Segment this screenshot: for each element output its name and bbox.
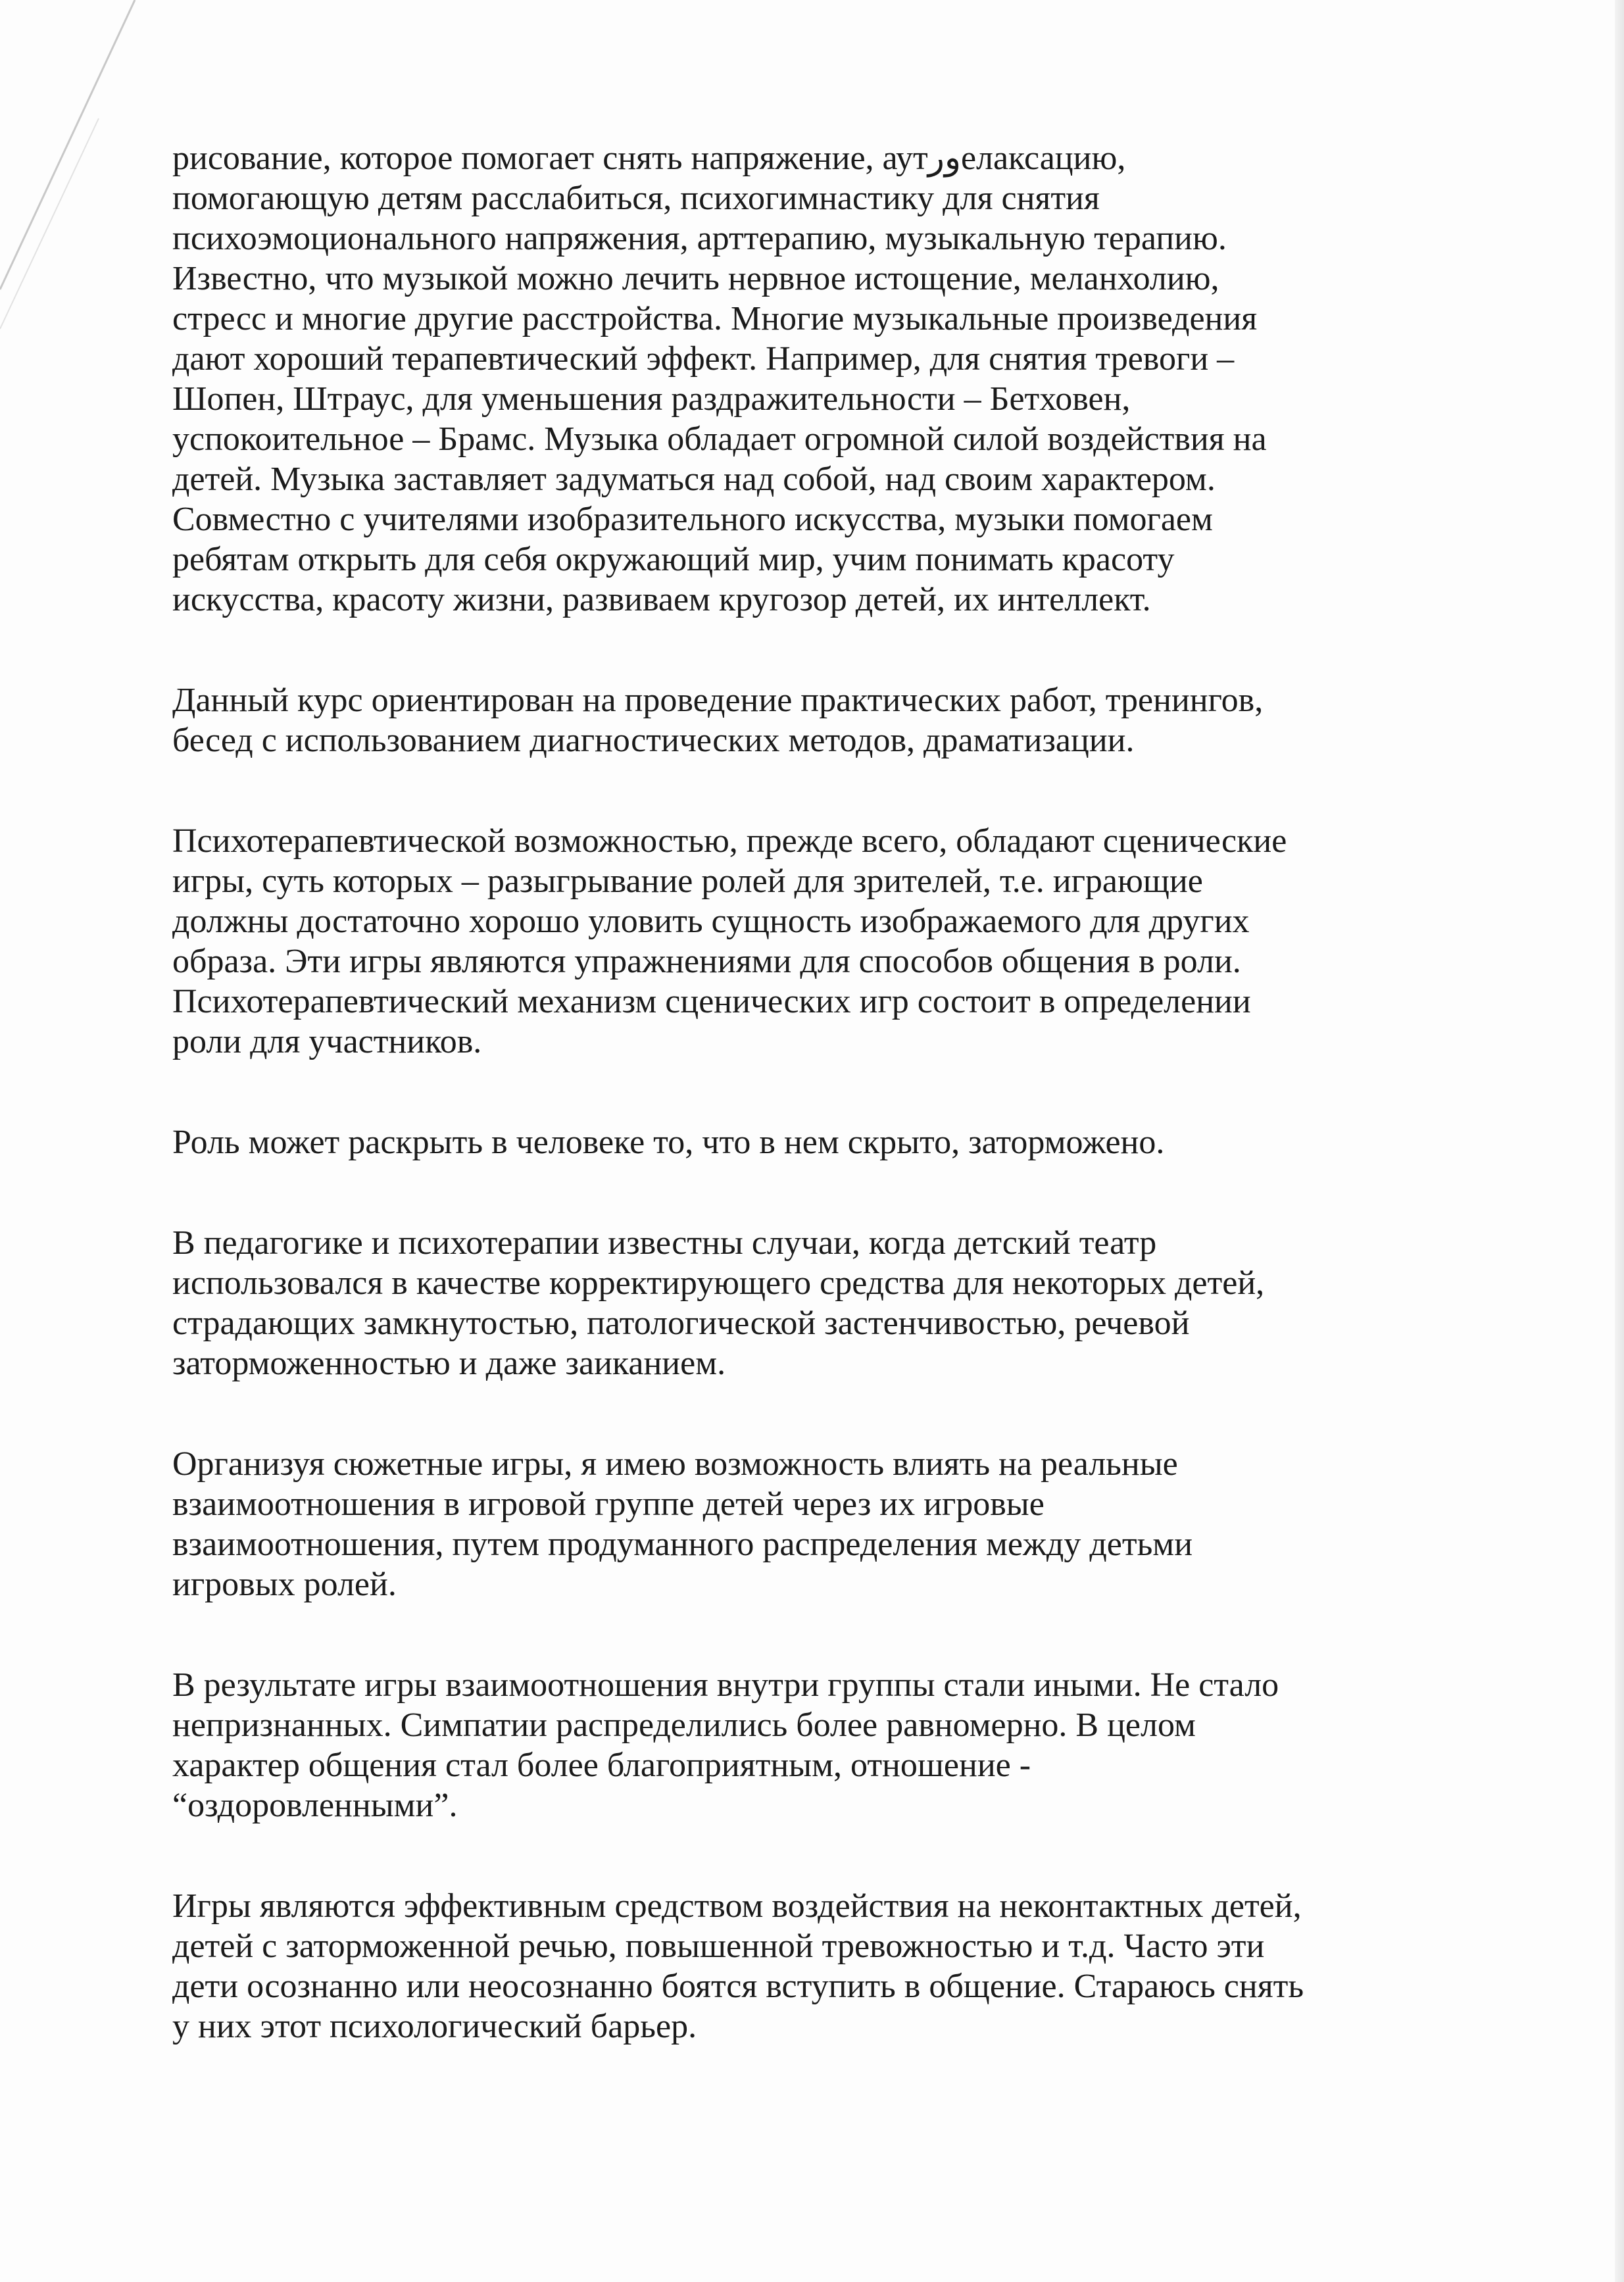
text-line: ребятам открыть для себя окружающий мир, учим понимать красоту <box>172 541 1175 578</box>
text-line: непризнанных. Симпатии распределились более равномерно. В целом <box>172 1706 1196 1744</box>
text-line: дети осознанно или неосознанно боятся вступить в общение. Стараюсь снять <box>172 1968 1304 2005</box>
text-line: Психотерапевтической возможностью, прежде всего, обладают сценические <box>172 822 1287 860</box>
document-body <box>172 138 1462 2107</box>
paragraph-role <box>172 1122 1462 1162</box>
text-line: должны достаточно хорошо уловить сущность изображаемого для других <box>172 903 1250 940</box>
text-line: характер общения стал более благоприятным, отношение - <box>172 1747 1031 1784</box>
page-right-edge <box>1615 0 1624 2282</box>
paragraph-therapies <box>172 138 1462 620</box>
text-line: Известно, что музыкой можно лечить нервное истощение, меланхолию, <box>172 260 1219 297</box>
text-line: рисование, которое помогает снять напряжение, аутورелаксацию, <box>172 139 1126 177</box>
text-line: взаимоотношения, путем продуманного распределения между детьми <box>172 1525 1193 1563</box>
text-line: страдающих замкнутостью, патологической застенчивостью, речевой <box>172 1304 1190 1342</box>
text-line: бесед с использованием диагностических методов, драматизации. <box>172 722 1135 759</box>
paragraph-theatre <box>172 1223 1462 1383</box>
text-line: Совместно с учителями изобразительного искусства, музыки помогаем <box>172 501 1213 538</box>
text-line: дают хороший терапевтический эффект. Например, для снятия тревоги – <box>172 340 1235 378</box>
text-line: Шопен, Штраус, для уменьшения раздражительности – Бетховен, <box>172 380 1131 418</box>
text-line: искусства, красоту жизни, развиваем кругозор детей, их интеллект. <box>172 581 1151 618</box>
text-line: помогающую детям расслабиться, психогимнастику для снятия <box>172 180 1100 217</box>
paragraph-results <box>172 1665 1462 1825</box>
text-line: у них этот психологический барьер. <box>172 2008 697 2045</box>
text-line: В педагогике и психотерапии известны случаи, когда детский театр <box>172 1224 1157 1262</box>
text-line: Роль может раскрыть в человеке то, что в нем скрыто, заторможено. <box>172 1124 1165 1161</box>
text-line: детей с заторможенной речью, повышенной тревожностью и т.д. Часто эти <box>172 1927 1265 1965</box>
text-line: игровых ролей. <box>172 1566 397 1603</box>
text-line: взаимоотношения в игровой группе детей через их игровые <box>172 1485 1045 1523</box>
text-line: Психотерапевтический механизм сценических игр состоит в определении <box>172 983 1251 1020</box>
paragraph-stage-games <box>172 821 1462 1062</box>
text-line: Организуя сюжетные игры, я имею возможность влиять на реальные <box>172 1445 1178 1483</box>
text-line: детей. Музыка заставляет задуматься над собой, над своим характером. <box>172 460 1216 498</box>
text-line: психоэмоционального напряжения, арттерапию, музыкальную терапию. <box>172 220 1227 257</box>
text-line: роли для участников. <box>172 1023 482 1060</box>
text-line: игры, суть которых – разыгрывание ролей для зрителей, т.е. играющие <box>172 862 1203 900</box>
text-line: образа. Эти игры являются упражнениями для способов общения в роли. <box>172 943 1241 980</box>
text-line: заторможенностью и даже заиканием. <box>172 1345 726 1382</box>
text-line: В результате игры взаимоотношения внутри группы стали иными. Не стало <box>172 1666 1279 1704</box>
text-line: использовался в качестве корректирующего средства для некоторых детей, <box>172 1264 1265 1302</box>
paragraph-course <box>172 680 1462 760</box>
text-line: Игры являются эффективным средством воздействия на неконтактных детей, <box>172 1887 1302 1925</box>
text-line: успокоительное – Брамс. Музыка обладает огромной силой воздействия на <box>172 420 1267 458</box>
paragraph-plot-games <box>172 1444 1462 1604</box>
text-line: Данный курс ориентирован на проведение практических работ, тренингов, <box>172 682 1264 719</box>
text-line: стресс и многие другие расстройства. Многие музыкальные произведения <box>172 300 1258 337</box>
paragraph-games-effect <box>172 1886 1462 2046</box>
text-line: “оздоровленными”. <box>172 1787 458 1824</box>
